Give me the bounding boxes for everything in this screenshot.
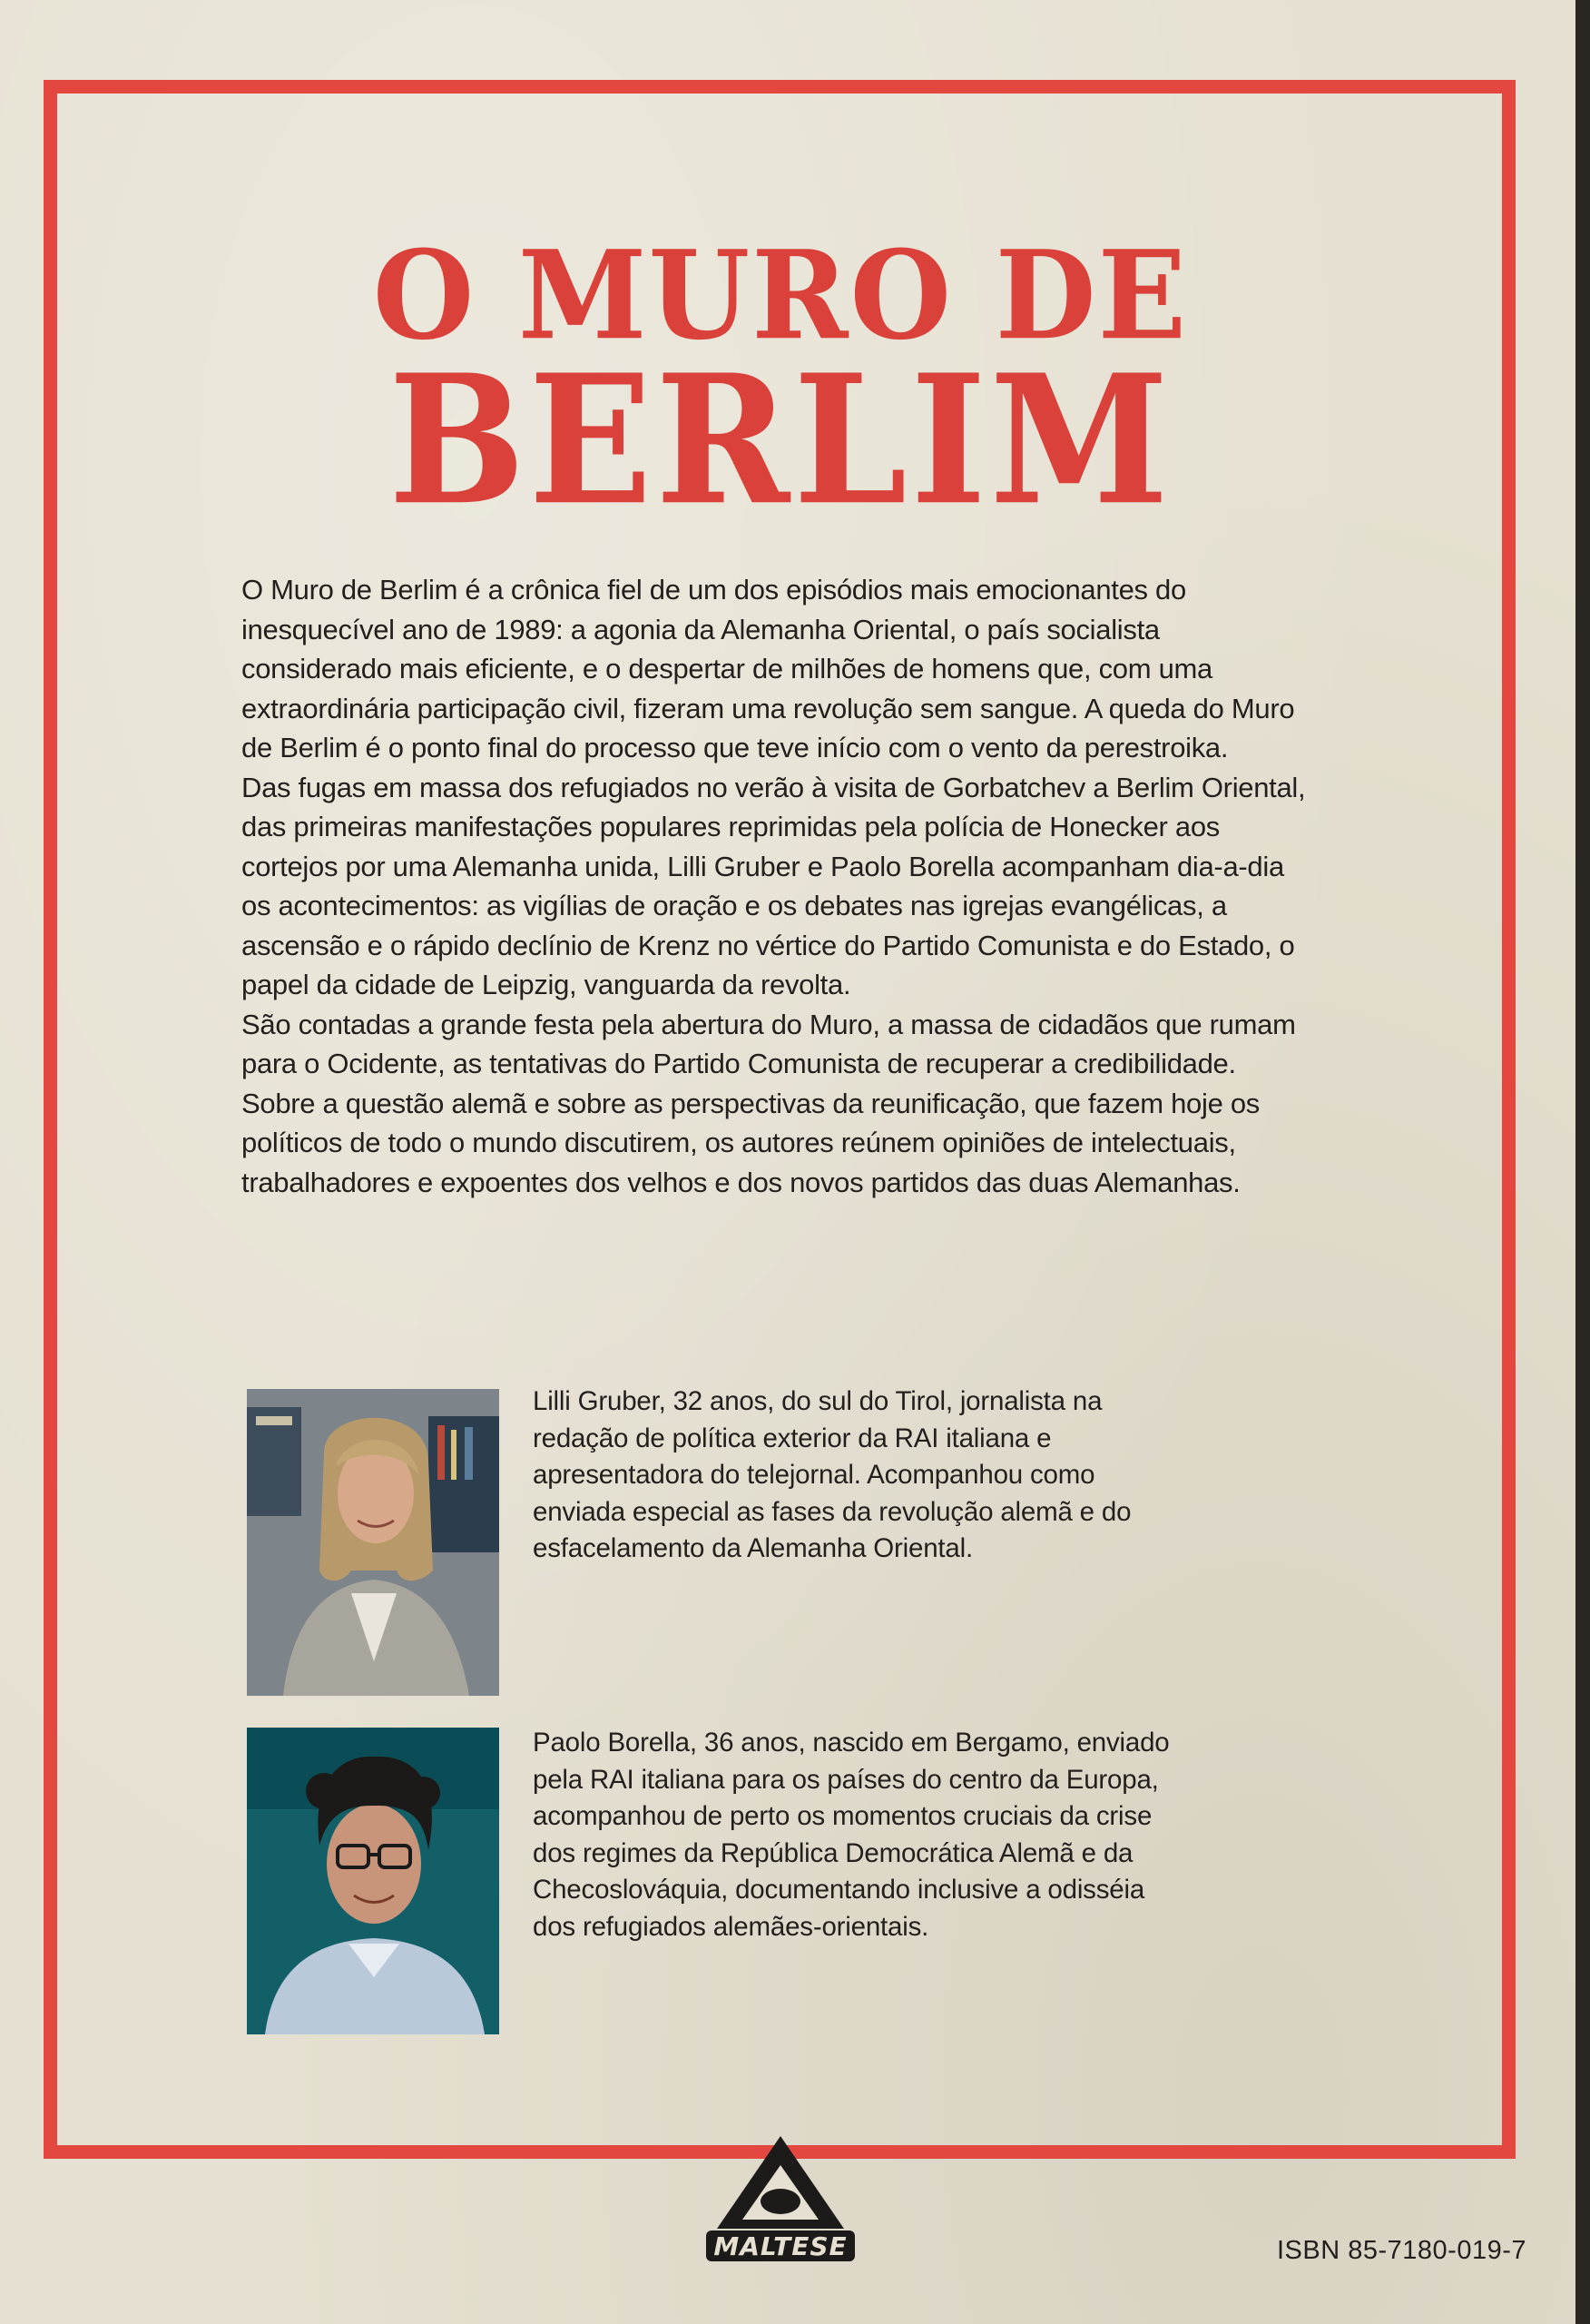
synopsis-paragraph: São contadas a grande festa pela abertura do Muro, a massa de cidadãos que rumam para o Ocidente, as tentativas do Partido Comunista de recuperar a credibilidade. bbox=[241, 1008, 1296, 1079]
author-photo-paolo-borella bbox=[247, 1728, 499, 2034]
author-bio: Lilli Gruber, 32 anos, do sul do Tirol, jornalista na redação de política exterior da RAI italiana e apresentadora do telejornal. Acompanhou como enviada especial as fases da revolução alemã e do esfacelamento da Alemanha Oriental. bbox=[533, 1386, 1132, 1563]
synopsis-paragraph: O Muro de Berlim é a crônica fiel de um dos episódios mais emocionantes do inesquecível ano de 1989: a agonia da Alemanha Oriental, o país socialista considerado mais eficiente, e o despertar de milhões de homens que, com uma extraordinária participação civil, fizeram uma revolução sem sangue. A queda do Muro de Berlim é o ponto final do processo que teve início com o vento da perestroika. bbox=[241, 574, 1295, 763]
book-title bbox=[272, 224, 1289, 545]
title-line-1: O MURO DE bbox=[372, 224, 1189, 368]
synopsis-paragraph: Sobre a questão alemã e sobre as perspectivas da reunificação, que fazem hoje os políticos de todo o mundo discutirem, os autores reúnem opiniões de intelectuais, trabalhadores e expoentes dos velhos e dos novos partidos das duas Alemanhas. bbox=[241, 1087, 1260, 1198]
isbn-label: ISBN 85-7180-019-7 bbox=[1277, 2236, 1526, 2265]
title-line-2: BERLIM bbox=[388, 335, 1173, 545]
publisher-logo-text: MALTESE bbox=[713, 2231, 848, 2261]
author-bio: Paolo Borella, 36 anos, nascido em Bergamo, enviado pela RAI italiana para os países do centro da Europa, acompanhou de perto os momentos cruciais da crise dos regimes da República Democrática Alemã e da Checoslováquia, documentando inclusive a odisséia dos refugiados alemães-orientais. bbox=[533, 1728, 1170, 1942]
author-photo-lilli-gruber bbox=[247, 1389, 499, 1696]
publisher-logo bbox=[699, 2129, 862, 2270]
synopsis-text bbox=[241, 570, 1312, 1202]
synopsis-paragraph: Das fugas em massa dos refugiados no verão à visita de Gorbatchev a Berlim Oriental, das primeiras manifestações populares reprimidas pela polícia de Honecker aos cortejos por uma Alemanha unida, Lilli Gruber e Paolo Borella acompanham dia-a-dia os acontecimentos: as vigílias de oração e os debates nas igrejas evangélicas, a ascensão e o rápido declínio de Krenz no vértice do Partido Comunista e do Estado, o papel da cidade de Leipzig, vanguarda da revolta. bbox=[241, 771, 1306, 1000]
